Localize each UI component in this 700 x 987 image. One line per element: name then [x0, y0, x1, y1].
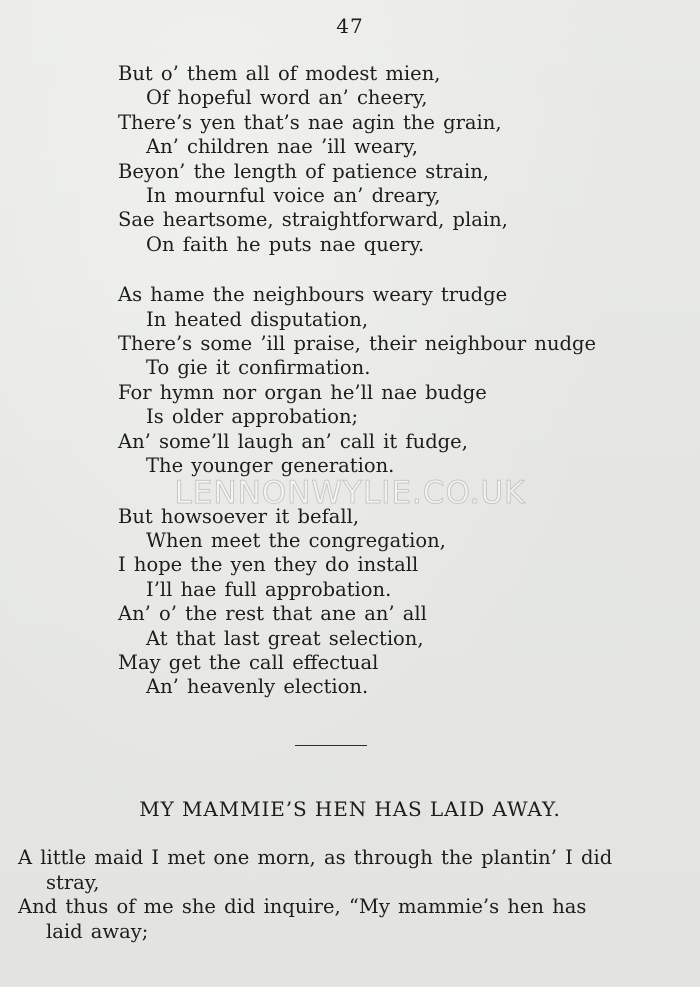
poem-line: Beyon’ the length of patience strain, — [118, 159, 490, 183]
song-line: stray, — [46, 870, 100, 894]
poem-line: To gie it confirmation. — [146, 356, 371, 380]
poem-line: An’ children nae ’ill weary, — [146, 135, 418, 159]
poem-body — [118, 62, 678, 726]
poem-line: Of hopeful word an’ cheery, — [146, 86, 428, 110]
section-divider — [295, 745, 367, 746]
poem-line: The younger generation. — [146, 454, 395, 478]
poem-line: As hame the neighbours weary trudge — [118, 283, 508, 307]
poem-line: I’ll hae full approbation. — [146, 577, 392, 601]
song-title: MY MAMMIE’S HEN HAS LAID AWAY. — [139, 797, 561, 821]
page-number: 47 — [336, 14, 364, 38]
poem-line: For hymn nor organ he’ll nae budge — [118, 380, 487, 404]
song-line: A little maid I met one morn, as through the plantin’ I did — [18, 846, 613, 869]
poem-line: Is older approbation; — [146, 405, 359, 429]
poem-line: But o’ them all of modest mien, — [118, 62, 441, 85]
song-body — [18, 846, 658, 944]
poem-line: In heated disputation, — [146, 307, 369, 331]
stanza-3 — [118, 505, 678, 700]
stanza-1 — [118, 62, 678, 257]
poem-line: At that last great selection, — [146, 626, 424, 650]
poem-line: May get the call effectual — [118, 650, 379, 674]
poem-line: When meet the congregation, — [146, 528, 446, 552]
poem-line: In mournful voice an’ dreary, — [146, 184, 441, 208]
poem-line: But howsoever it befall, — [118, 504, 360, 528]
poem-line: I hope the yen they do install — [118, 553, 419, 577]
watermark: LENNONWYLIE.CO.UK — [174, 475, 526, 511]
song-line: And thus of me she did inquire, “My mammie’s hen has — [18, 895, 587, 919]
poem-line: An’ some’ll laugh an’ call it fudge, — [118, 429, 468, 453]
poem-line: There’s yen that’s nae agin the grain, — [118, 110, 502, 134]
poem-line: An’ heavenly election. — [146, 675, 369, 699]
stanza-2 — [118, 283, 678, 478]
poem-line: An’ o’ the rest that ane an’ all — [118, 602, 427, 626]
poem-line: On faith he puts nae query. — [146, 232, 425, 256]
song-line: laid away; — [46, 919, 149, 943]
poem-line: Sae heartsome, straightforward, plain, — [118, 208, 508, 232]
poem-line: There’s some ’ill praise, their neighbour nudge — [118, 332, 597, 356]
